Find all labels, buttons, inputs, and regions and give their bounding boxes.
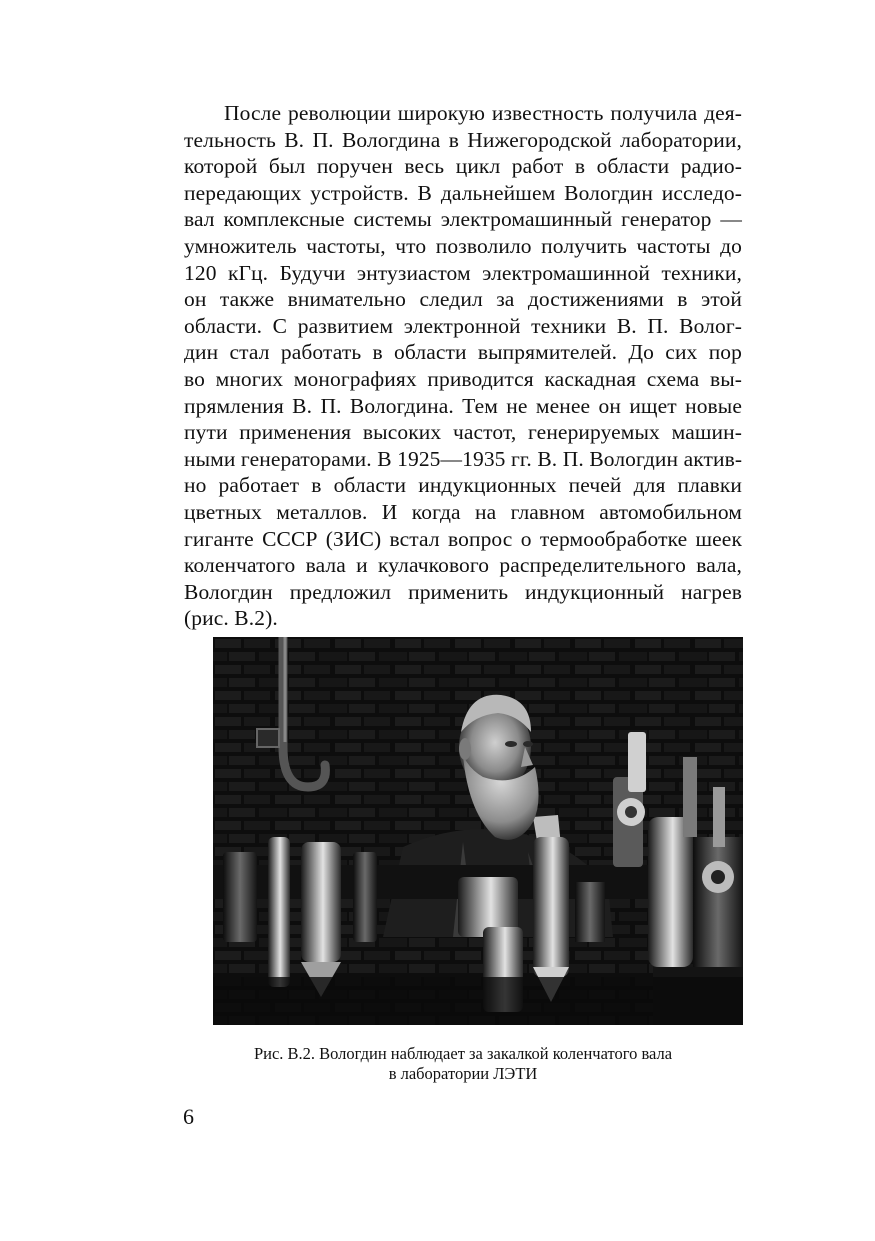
paragraph-line: пути применения высоких частот, генерируемых машин- [184, 420, 742, 445]
paragraph-line: области. С развитием электронной техники В. П. Волог- [184, 313, 742, 338]
paragraph-line: прямления В. П. Вологдина. Тем не менее он ищет новые [184, 393, 742, 418]
paragraph-line: тельность В. П. Вологдина в Нижегородской лаборатории, [184, 127, 742, 152]
paragraph-line: умножитель частоты, что позволило получить частоты до [184, 233, 742, 258]
paragraph-line: которой был поручен весь цикл работ в области радио- [184, 154, 742, 179]
paragraph-line: 120 кГц. Будучи энтузиастом электромашинной техники, [184, 260, 742, 285]
paragraph-line: передающих устройств. В дальнейшем Вологдин исследо- [184, 180, 742, 205]
paragraph-line: ными генераторами. В 1925—1935 гг. В. П. Вологдин актив- [184, 446, 743, 471]
paragraph-line: (рис. В.2). [184, 606, 278, 631]
figure-caption [184, 1044, 742, 1084]
paragraph-line: коленчатого вала и кулачкового распределительного вала, [184, 553, 742, 578]
body-paragraph [184, 100, 742, 632]
photo-illustration [213, 637, 743, 1025]
caption-line: в лаборатории ЛЭТИ [388, 1064, 538, 1083]
page-number: 6 [183, 1104, 194, 1129]
paragraph-line: вал комплексные системы электромашинный генератор — [184, 207, 742, 232]
caption-line: Рис. В.2. Вологдин наблюдает за закалкой коленчатого вала [253, 1044, 673, 1063]
paragraph-line: Вологдин предложил применить индукционный нагрев [184, 579, 742, 604]
paragraph-line: дин стал работать в области выпрямителей. До сих пор [184, 340, 742, 365]
figure-photo [213, 637, 743, 1025]
paragraph-line: во многих монографиях приводится каскадная схема вы- [184, 366, 742, 391]
paragraph-line: цветных металлов. И когда на главном автомобильном [184, 499, 742, 524]
paragraph-line: гиганте СССР (ЗИС) встал вопрос о термообработке шеек [184, 526, 742, 551]
paragraph-line: но работает в области индукционных печей для плавки [184, 473, 742, 498]
paragraph-line: После революции широкую известность получила дея- [224, 101, 742, 125]
paragraph-line: он также внимательно следил за достижениями в этой [184, 287, 742, 312]
